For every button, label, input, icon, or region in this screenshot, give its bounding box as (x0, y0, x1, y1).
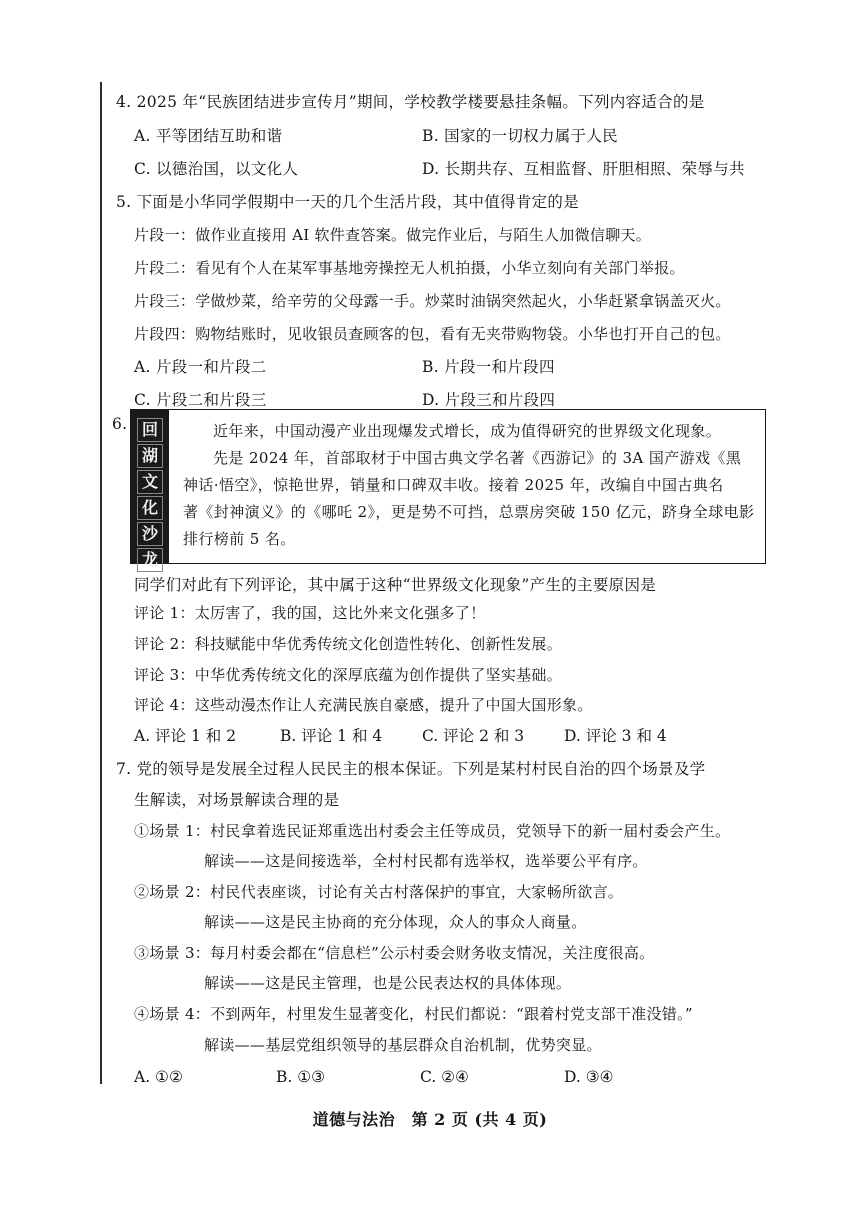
q6-option-d[interactable]: D. 评论 3 和 4 (564, 727, 667, 745)
salon-char: 湖 (137, 444, 163, 468)
salon-char: 回 (137, 418, 163, 442)
culture-salon-text (183, 418, 759, 553)
q7-option-a[interactable]: A. ①② (134, 1068, 183, 1086)
salon-line: 先是 2024 年，首部取材于中国古典文学名著《西游记》的 3A 国产游戏《黑 (213, 449, 742, 467)
q6-comment-3: 评论 3：中华优秀传统文化的深厚底蕴为创作提供了坚实基础。 (134, 666, 563, 684)
q5-stem: 5. 下面是小华同学假期中一天的几个生活片段，其中值得肯定的是 (116, 193, 580, 211)
q7-option-c[interactable]: C. ②④ (420, 1068, 469, 1086)
salon-char: 化 (137, 496, 163, 520)
q4-option-a[interactable]: A. 平等团结互助和谐 (134, 127, 283, 145)
q5-option-d[interactable]: D. 片段三和片段四 (422, 391, 556, 409)
q5-option-a[interactable]: A. 片段一和片段二 (134, 358, 267, 376)
margin-rule (100, 82, 102, 1084)
q7-scene-4: ④场景 4：不到两年，村里发生显著变化，村民们都说：“跟着村党支部干准没错。” (134, 1005, 693, 1023)
q5-fragment-2: 片段二：看见有个人在某军事基地旁操控无人机拍摄，小华立刻向有关部门举报。 (134, 259, 685, 277)
page-footer: 道德与法治 第 2 页 (共 4 页) (312, 1110, 548, 1129)
q4-option-d[interactable]: D. 长期共存、互相监督、肝胆相照、荣辱与共 (422, 160, 745, 178)
q5-option-c[interactable]: C. 片段二和片段三 (134, 391, 267, 409)
q4-option-b[interactable]: B. 国家的一切权力属于人民 (422, 127, 618, 145)
q7-reading-3: 解读——这是民主管理，也是公民表达权的具体体现。 (204, 974, 572, 992)
q7-option-d[interactable]: D. ③④ (564, 1068, 614, 1086)
q6-number: 6. (112, 415, 128, 433)
culture-salon-label (131, 410, 169, 569)
salon-char: 文 (137, 470, 163, 494)
salon-line: 近年来，中国动漫产业出现爆发式增长，成为值得研究的世界级文化现象。 (213, 422, 722, 440)
q7-option-b[interactable]: B. ①③ (276, 1068, 326, 1086)
q6-comment-1: 评论 1：太厉害了，我的国，这比外来文化强多了！ (134, 604, 486, 622)
salon-line: 神话·悟空》，惊艳世界，销量和口碑双丰收。接着 2025 年，改编自中国古典名 (183, 476, 724, 494)
q6-option-a[interactable]: A. 评论 1 和 2 (134, 727, 237, 745)
q7-reading-1: 解读——这是间接选举，全村村民都有选举权，选举要公平有序。 (204, 852, 648, 870)
q4-stem: 4. 2025 年“民族团结进步宣传月”期间，学校教学楼要悬挂条幅。下列内容适合的是 (116, 93, 705, 111)
q7-scene-2: ②场景 2：村民代表座谈，讨论有关古村落保护的事宜，大家畅所欲言。 (134, 883, 624, 901)
q6-comment-2: 评论 2：科技赋能中华优秀传统文化创造性转化、创新性发展。 (134, 635, 563, 653)
q4-option-c[interactable]: C. 以德治国，以文化人 (134, 160, 299, 178)
q7-stem-line-1: 7. 党的领导是发展全过程人民民主的根本保证。下列是某村村民自治的四个场景及学 (116, 760, 706, 778)
salon-line: 著《封神演义》的《哪吒 2》，更是势不可挡，总票房突破 150 亿元，跻身全球电影 (183, 503, 755, 521)
q6-option-b[interactable]: B. 评论 1 和 4 (280, 727, 383, 745)
q7-stem-line-2: 生解读，对场景解读合理的是 (134, 791, 340, 809)
salon-char: 龙 (137, 548, 163, 572)
q5-fragment-4: 片段四：购物结账时，见收银员查顾客的包，看有无夹带购物袋。小华也打开自己的包。 (134, 325, 731, 343)
culture-salon-box (130, 409, 766, 569)
q5-fragment-1: 片段一：做作业直接用 AI 软件查答案。做完作业后，与陌生人加微信聊天。 (134, 226, 652, 244)
q6-comment-4: 评论 4：这些动漫杰作让人充满民族自豪感，提升了中国大国形象。 (134, 696, 593, 714)
q5-fragment-3: 片段三：学做炒菜，给辛劳的父母露一手。炒菜时油锅突然起火，小华赶紧拿锅盖灭火。 (134, 292, 731, 310)
q5-option-b[interactable]: B. 片段一和片段四 (422, 358, 555, 376)
salon-char: 沙 (137, 522, 163, 546)
q7-scene-1: ①场景 1：村民拿着选民证郑重选出村委会主任等成员，党领导下的新一届村委会产生。 (134, 822, 731, 840)
q6-option-c[interactable]: C. 评论 2 和 3 (422, 727, 525, 745)
q6-stem: 同学们对此有下列评论，其中属于这种“世界级文化现象”产生的主要原因是 (134, 576, 657, 594)
salon-line: 排行榜前 5 名。 (183, 530, 296, 548)
q7-reading-4: 解读——基层党组织领导的基层群众自治机制，优势突显。 (204, 1036, 602, 1054)
q7-scene-3: ③场景 3：每月村委会都在“信息栏”公示村委会财务收支情况，关注度很高。 (134, 944, 655, 962)
q7-reading-2: 解读——这是民主协商的充分体现，众人的事众人商量。 (204, 913, 587, 931)
